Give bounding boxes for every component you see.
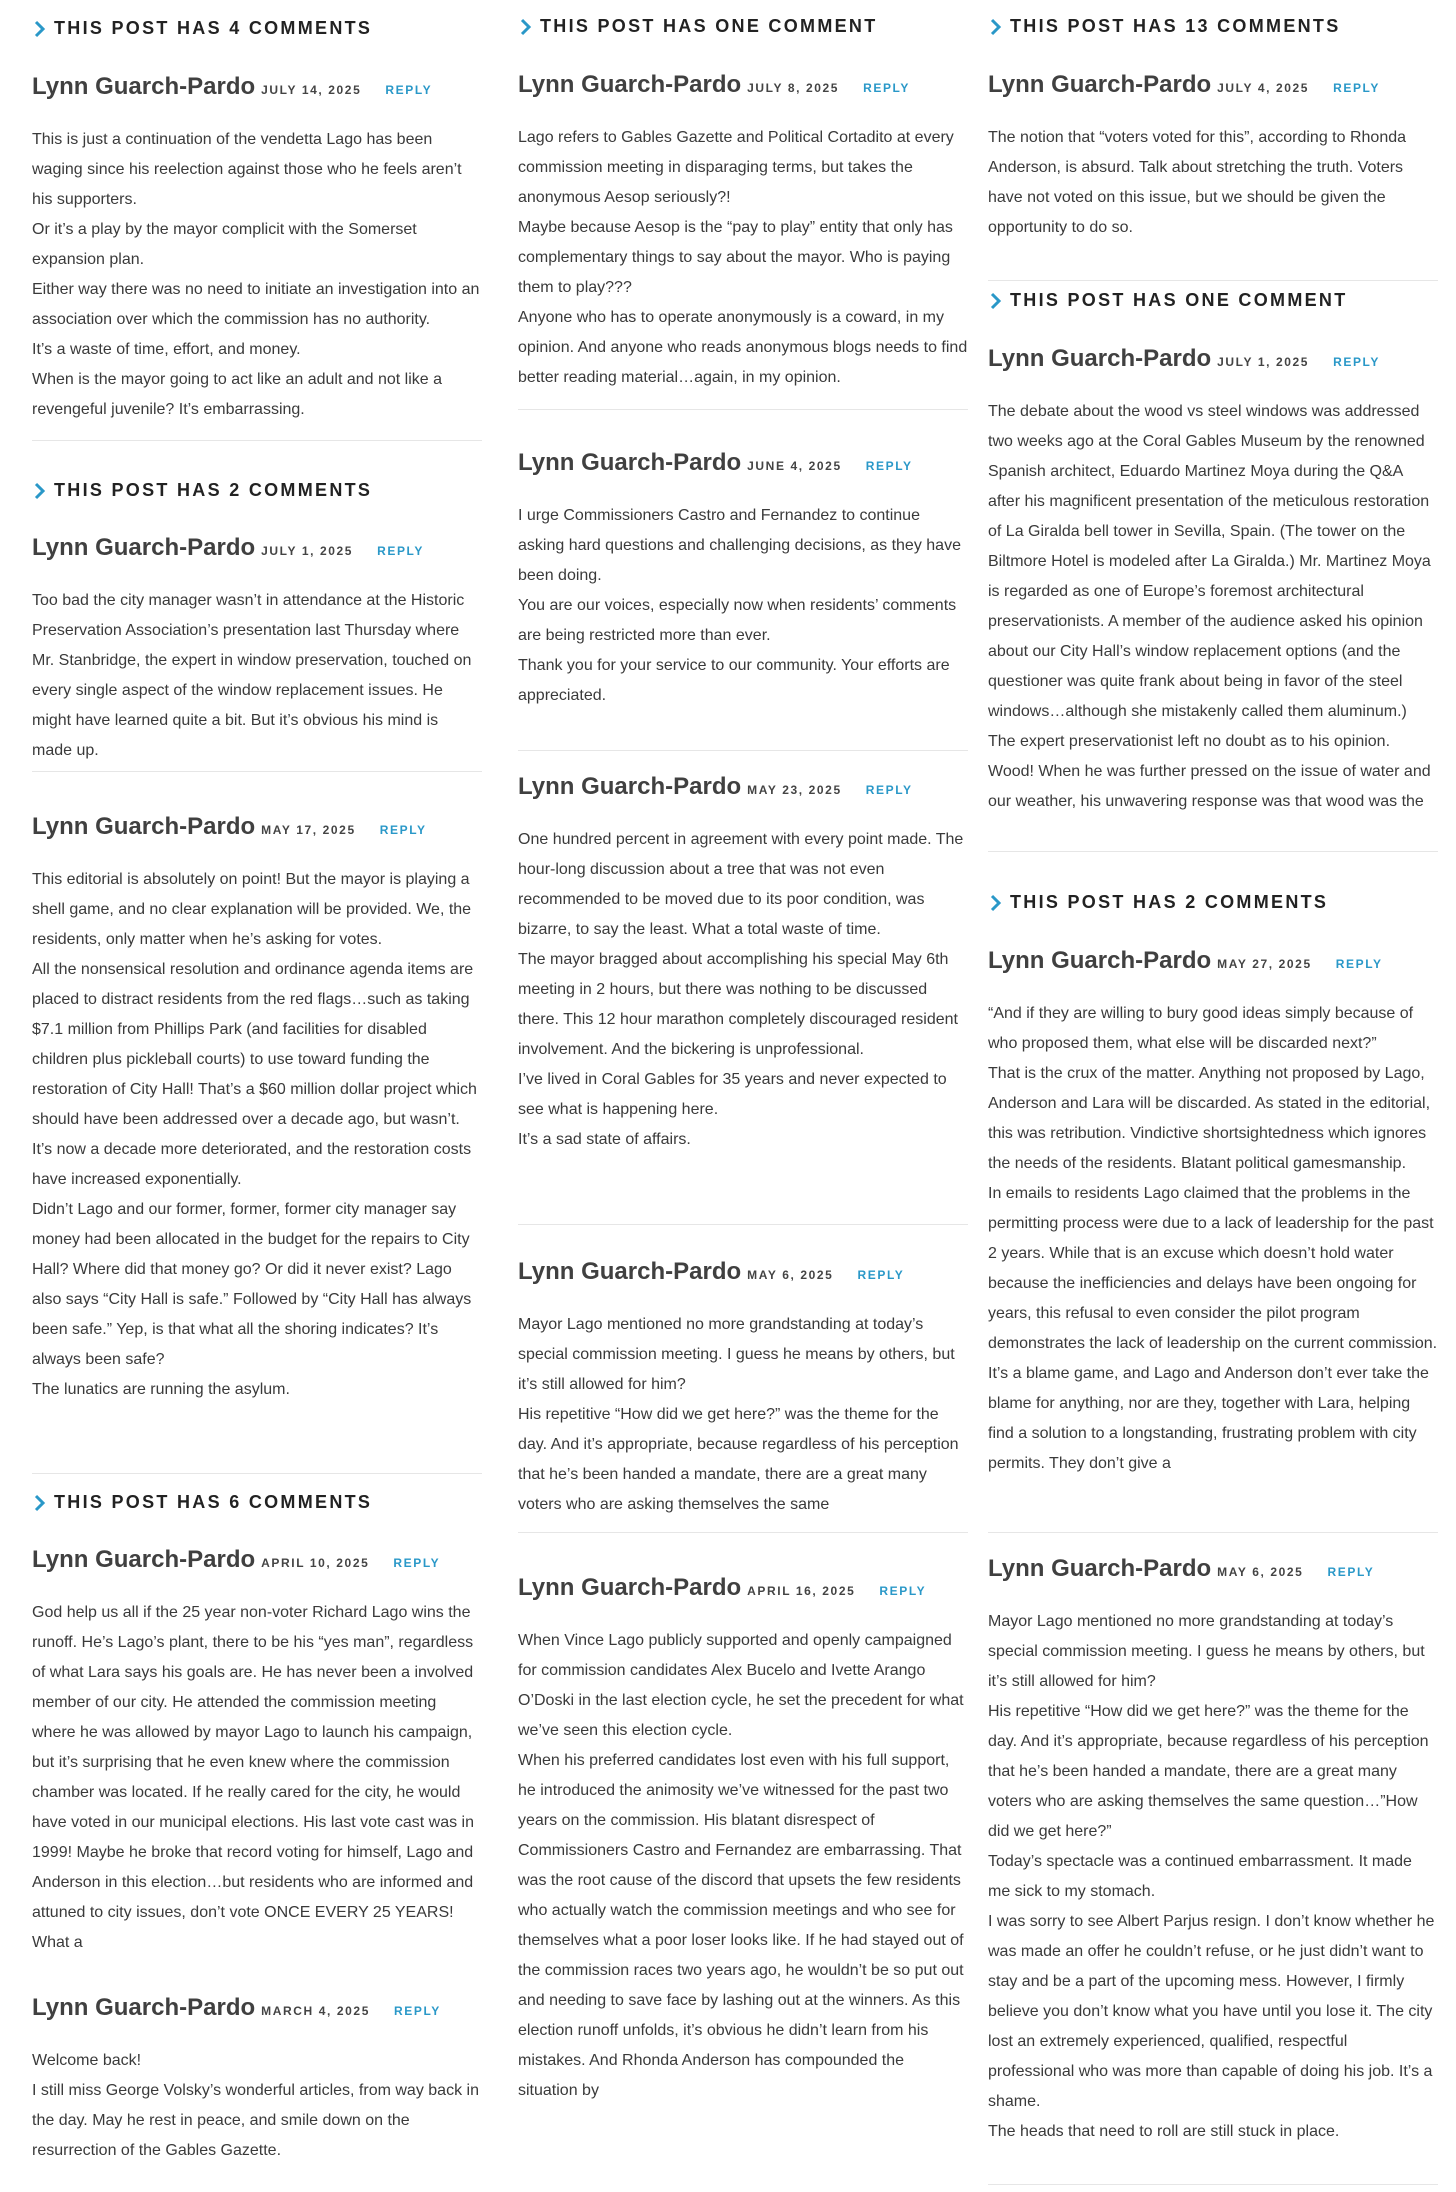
reply-link[interactable]: REPLY [1333,81,1380,95]
comment-paragraph: “And if they are willing to bury good ideas simply because of who proposed them, what else will be discarded next?” [988,1005,1414,1052]
post-header [988,16,1341,37]
post-title: THIS POST HAS ONE COMMENT [1010,290,1348,310]
comment-paragraph: Either way there was no need to initiate an investigation into an association over which the commission has no authority. [32,281,480,328]
comment-paragraph: His repetitive “How did we get here?” was the theme for the day. And it’s appropriate, because regardless of his perception that he’s been handed a mandate, there are a great many voters who are asking themselves the same [518,1406,959,1513]
post-header [518,16,878,37]
comment [988,345,1438,847]
comment [32,73,482,425]
comment-body [988,397,1438,847]
reply-link[interactable]: REPLY [385,83,433,97]
comment-paragraph: You are our voices, especially now when residents’ comments are being restricted more than ever. [518,597,957,644]
comment [518,71,968,393]
comment-body [32,865,482,1435]
divider [32,771,482,772]
comment-body [32,586,482,766]
divider [518,1224,968,1225]
divider [988,1532,1438,1533]
reply-link[interactable]: REPLY [393,2004,441,2018]
comment [518,773,968,1185]
post-header [988,892,1328,913]
reply-link[interactable]: REPLY [379,823,427,837]
comment-body [518,825,968,1185]
comment-paragraph: God help us all if the 25 year non-voter Richard Lago wins the runoff. He’s Lago’s plant, there to be his “yes man”, regardless of what Lara says his goals are. He has never been a involved member of our city. He attended the commission meeting where he was allowed by mayor Lago to launch his campaign, but it’s surprising that he even knew where the commission chamber was located. If he really cared for the city, he would have voted in our municipal elections. His last vote cast was in 1999! Maybe he broke that record voting for himself, Lago and Anderson in this election…but residents who are informed and attuned to city issues, don’t vote ONCE EVERY 25 YEARS! What a [32,1604,474,1951]
divider [518,750,968,751]
reply-link[interactable]: REPLY [865,783,913,797]
comment-paragraph: That is the crux of the matter. Anything not proposed by Lago, Anderson and Lara will be discarded. As stated in the editorial, this was retribution. Vindictive shortsightedness which ignores the needs of the residents. Blatant political gamesmanship. [988,1065,1431,1172]
reply-link[interactable]: REPLY [879,1584,927,1598]
comment-author: Lynn Guarch-Pardo [988,71,1212,98]
chevron-right-icon [518,17,534,37]
comment-author: Lynn Guarch-Pardo [988,947,1212,974]
chevron-right-icon [988,893,1004,913]
comment-body [988,1607,1438,2147]
comment-date: JULY 1, 2025 [261,544,354,558]
comment-paragraph: This editorial is absolutely on point! But the mayor is playing a shell game, and no clear explanation will be provided. We, the residents, only matter when he’s asking for votes. [32,871,472,948]
comment-paragraph: When is the mayor going to act like an adult and not like a revengeful juvenile? It’s embarrassing. [32,371,443,418]
comment-date: JULY 14, 2025 [261,83,362,97]
comment [988,947,1438,1509]
comment-paragraph: It’s a sad state of affairs. [518,1131,691,1148]
comment-date: JULY 1, 2025 [1217,355,1310,369]
comment-paragraph: All the nonsensical resolution and ordinance agenda items are placed to distract residents from the red flags…such as taking $7.1 million from Phillips Park (and facilities for disabled children plus pickleball courts) to use toward funding the restoration of City Hall! That’s a $60 million dollar project which should have been addressed over a decade ago, but wasn’t. It’s now a decade more deteriorated, and the restoration costs have increased exponentially. [32,961,477,1188]
comment-author: Lynn Guarch-Pardo [32,1994,256,2021]
chevron-right-icon [988,291,1004,311]
comment-author: Lynn Guarch-Pardo [518,449,742,476]
comment [518,1574,968,2136]
comment [32,1994,482,2166]
divider [32,1473,482,1474]
comment-paragraph: The heads that need to roll are still stuck in place. [988,2123,1340,2140]
comment-body [518,1310,968,1520]
reply-link[interactable]: REPLY [393,1556,441,1570]
divider [988,851,1438,852]
comment-paragraph: Anyone who has to operate anonymously is a coward, in my opinion. And anyone who reads anonymous blogs needs to find better reading material…again, in my opinion. [518,309,968,386]
comment-date: MAY 23, 2025 [747,783,842,797]
comment-author: Lynn Guarch-Pardo [32,73,256,100]
post-title: THIS POST HAS 2 COMMENTS [54,480,373,500]
reply-link[interactable]: REPLY [863,81,910,95]
post-header [988,290,1348,311]
post-title: THIS POST HAS ONE COMMENT [540,16,878,36]
comment-paragraph: I was sorry to see Albert Parjus resign. I don’t know whether he was made an offer he couldn’t refuse, or he just didn’t want to stay and be a part of the upcoming mess. However, I firmly believe you don’t know what you have until you lose it. The city lost an extremely experienced, qualified, respectful professional who was more than capable of doing his job. It’s a shame. [988,1913,1435,2110]
comment [32,813,482,1435]
comment-date: APRIL 10, 2025 [261,1556,370,1570]
comment-paragraph: The debate about the wood vs steel windows was addressed two weeks ago at the Coral Gables Museum by the renowned Spanish architect, Eduardo Martinez Moya during the Q&A after his magnificent presentation of the meticulous restoration of La Giralda bell tower in Sevilla, Spain. (The tower on the Biltmore Hotel is modeled after La Giralda.) Mr. Martinez Moya is regarded as one of Europe’s foremost architectural preservationists. A member of the audience asked his opinion about our City Hall’s window replacement options (and the questioner was quite frank about being in favor of the steel windows…although she mistakenly called them aluminum.) The expert preservationist left no doubt as to his opinion. Wood! When he was further pressed on the issue of water and our weather, his unwavering response was that wood was the [988,403,1431,810]
comment-paragraph: The notion that “voters voted for this”, according to Rhonda Anderson, is absurd. Talk about stretching the truth. Voters have not voted on this issue, but we should be given the opportunity to do so. [988,129,1407,236]
comment-paragraph: When his preferred candidates lost even with his full support, he introduced the animosity we’ve witnessed for the past two years on the commission. His blatant disrespect of Commissioners Castro and Fernandez are embarrassing. That was the root cause of the discord that upsets the few residents who actually watch the commission meetings and who see for themselves what a poor loser looks like. If he had stayed out of the commission races two years ago, he wouldn’t be so put out and needing to save face by lashing out at the winners. As this election runoff unfolds, it’s obvious he didn’t learn from his mistakes. And Rhonda Anderson has compounded the situation by [518,1752,964,2099]
comment-paragraph: Maybe because Aesop is the “pay to play” entity that only has complementary things to say about the mayor. Who is paying them to play??? [518,219,953,296]
comment-date: MAY 17, 2025 [261,823,356,837]
chevron-right-icon [32,19,48,39]
comment-paragraph: Thank you for your service to our community. Your efforts are appreciated. [518,657,950,704]
comment [518,1258,968,1520]
comment-author: Lynn Guarch-Pardo [518,1574,742,1601]
comment-paragraph: It’s a waste of time, effort, and money. [32,341,301,358]
reply-link[interactable]: REPLY [857,1268,905,1282]
comment-paragraph: Too bad the city manager wasn’t in attendance at the Historic Preservation Association’s presentation last Thursday where Mr. Stanbridge, the expert in window preservation, touched on every single aspect of the window replacement issues. He might have learned quite a bit. But it’s obvious his mind is made up. [32,592,472,759]
post-title: THIS POST HAS 6 COMMENTS [54,1492,373,1512]
comment-paragraph: One hundred percent in agreement with every point made. The hour-long discussion about a tree that was not even recommended to be moved due to its poor condition, was bizarre, to say the least. What a total waste of time. [518,831,964,938]
comment-paragraph: Mayor Lago mentioned no more grandstanding at today’s special commission meeting. I guess he means by others, but it’s still allowed for him? [518,1316,955,1393]
comment-date: APRIL 16, 2025 [747,1584,856,1598]
reply-link[interactable]: REPLY [377,544,424,558]
divider [32,440,482,441]
comment-body [32,2046,482,2166]
comment-author: Lynn Guarch-Pardo [518,773,742,800]
comment-author: Lynn Guarch-Pardo [32,534,256,561]
divider [518,1532,968,1533]
comment-author: Lynn Guarch-Pardo [518,71,742,98]
comment-paragraph: His repetitive “How did we get here?” was the theme for the day. And it’s appropriate, because regardless of his perception that he’s been handed a mandate, there are a great many voters who are asking themselves the same question…”How did we get here?” [988,1703,1429,1840]
post-title: THIS POST HAS 4 COMMENTS [54,18,373,38]
comment-body [518,501,968,711]
comment-body [988,999,1438,1509]
comment-author: Lynn Guarch-Pardo [988,1555,1212,1582]
comment-paragraph: When Vince Lago publicly supported and openly campaigned for commission candidates Alex Bucelo and Ivette Arango O’Doski in the last election cycle, he set the precedent for what we’ve seen this election cycle. [518,1632,964,1739]
comment-date: JULY 8, 2025 [747,81,840,95]
comment-body [32,125,482,425]
comment [32,1546,482,1958]
post-header [32,480,372,501]
reply-link[interactable]: REPLY [1327,1565,1375,1579]
comment-date: MARCH 4, 2025 [261,2004,370,2018]
comment-body [518,1626,968,2136]
comment-author: Lynn Guarch-Pardo [518,1258,742,1285]
comment [988,71,1438,243]
comment-paragraph: In emails to residents Lago claimed that the problems in the permitting process were due to a lack of leadership for the past 2 years. While that is an excuse which doesn’t hold water because the inefficiencies and delays have been ongoing for years, this refusal to even consider the pilot program demonstrates the lack of leadership on the current commission. It’s a blame game, and Lago and Anderson don’t ever take the blame for anything, nor are they, together with Lara, helping find a solution to a longstanding, frustrating problem with city permits. They don’t give a [988,1185,1438,1472]
comment [518,449,968,711]
divider [988,2184,1438,2185]
comment-paragraph: Or it’s a play by the mayor complicit with the Somerset expansion plan. [32,221,417,268]
comment-date: MAY 27, 2025 [1217,957,1312,971]
comment-author: Lynn Guarch-Pardo [32,813,256,840]
comment-paragraph: This is just a continuation of the vendetta Lago has been waging since his reelection against those who he feels aren’t his supporters. [32,131,462,208]
comment-paragraph: I still miss George Volsky’s wonderful articles, from way back in the day. May he rest in peace, and smile down on the resurrection of the Gables Gazette. [32,2082,479,2159]
chevron-right-icon [32,481,48,501]
comment-paragraph: Mayor Lago mentioned no more grandstanding at today’s special commission meeting. I guess he means by others, but it’s still allowed for him? [988,1613,1425,1690]
comment-paragraph: Welcome back! [32,2052,142,2069]
chevron-right-icon [988,17,1004,37]
post-header [32,18,372,39]
comment-paragraph: Didn’t Lago and our former, former, former city manager say money had been allocated in the budget for the repairs to City Hall? Where did that money go? Or did it never exist? Lago also says “City Hall is safe.” Followed by “City Hall has always been safe.” Yep, is that what all the shoring indicates? It’s always been safe? [32,1201,472,1368]
comment-body [518,123,968,393]
reply-link[interactable]: REPLY [1335,957,1383,971]
comment [32,534,482,766]
comment-paragraph: Lago refers to Gables Gazette and Political Cortadito at every commission meeting in disparaging terms, but takes the anonymous Aesop seriously?! [518,129,954,206]
comment-paragraph: Today’s spectacle was a continued embarrassment. It made me sick to my stomach. [988,1853,1412,1900]
reply-link[interactable]: REPLY [1333,355,1380,369]
comment-paragraph: The lunatics are running the asylum. [32,1381,290,1398]
comment-author: Lynn Guarch-Pardo [988,345,1212,372]
divider [518,409,968,410]
chevron-right-icon [32,1493,48,1513]
comment-paragraph: I urge Commissioners Castro and Fernandez to continue asking hard questions and challenging decisions, as they have been doing. [518,507,961,584]
comment-body [32,1598,482,1958]
comment-body [988,123,1438,243]
comment [988,1555,1438,2147]
comment-paragraph: The mayor bragged about accomplishing his special May 6th meeting in 2 hours, but there was nothing to be discussed there. This 12 hour marathon completely discouraged resident involvement. And the bickering is unprofessional. [518,951,958,1058]
divider [988,280,1438,281]
comment-date: JUNE 4, 2025 [747,459,842,473]
reply-link[interactable]: REPLY [865,459,913,473]
post-title: THIS POST HAS 2 COMMENTS [1010,892,1329,912]
comment-author: Lynn Guarch-Pardo [32,1546,256,1573]
post-title: THIS POST HAS 13 COMMENTS [1010,16,1341,36]
comment-paragraph: I’ve lived in Coral Gables for 35 years and never expected to see what is happening here. [518,1071,947,1118]
comment-date: MAY 6, 2025 [1217,1565,1304,1579]
comment-date: JULY 4, 2025 [1217,81,1310,95]
comment-date: MAY 6, 2025 [747,1268,834,1282]
post-header [32,1492,372,1513]
